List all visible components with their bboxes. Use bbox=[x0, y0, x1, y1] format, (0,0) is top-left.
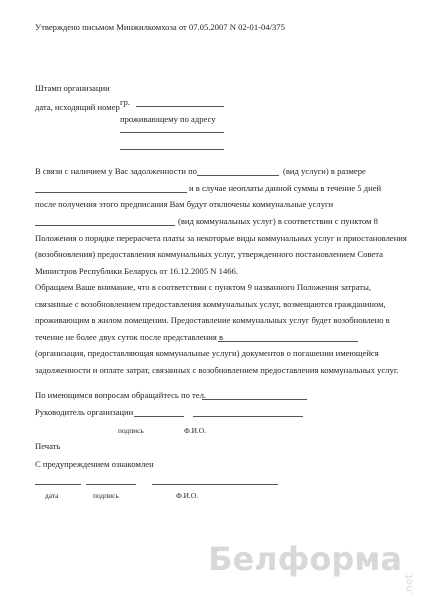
ack-fio-caption: Ф.И.О. bbox=[176, 491, 199, 500]
utility-blank bbox=[35, 225, 175, 226]
ack-name-blank bbox=[152, 484, 278, 485]
body-line-11: течение не более двух суток после представления в bbox=[35, 332, 224, 342]
body-line-1: В связи с наличием у Вас задолженности по bbox=[35, 166, 197, 176]
head-label: Руководитель организации bbox=[35, 407, 134, 417]
body-line-3: после получения этого предписания Вам будут отключены коммунальные услуги bbox=[35, 199, 334, 209]
body-line-4: (вид коммунальных услуг) в соответствии с пунктом 8 bbox=[178, 216, 378, 226]
ack-date-caption: дата bbox=[45, 491, 59, 500]
body-line-1-end: (вид услуги) в размере bbox=[283, 166, 366, 176]
citizen-label: гр. bbox=[120, 97, 130, 107]
citizen-name-line bbox=[136, 106, 224, 107]
body-line-6: (возобновления) предоставления коммунальных услуг, утвержденного постановлением Совета bbox=[35, 249, 383, 259]
body-line-9: связанные с возобновлением предоставления коммунальных услуг, возмещаются гражданином, bbox=[35, 299, 386, 309]
body-line-2: и в случае неоплаты данной суммы в течение 5 дней bbox=[189, 183, 382, 193]
ack-date-blank bbox=[35, 484, 81, 485]
body-line-13: задолженности и оплате затрат, связанных с возобновлением предоставления коммунальных услуг. bbox=[35, 365, 399, 375]
body-line-10: проживающим в жилом помещении. Предоставление коммунальных услуг будет возобновлено в bbox=[35, 315, 390, 325]
questions-label: По имеющимся вопросам обращайтесь по тел. bbox=[35, 390, 207, 400]
approval-header: Утверждено письмом Минжилкомхоза от 07.05.2007 N 02-01-04/375 bbox=[35, 22, 285, 32]
warned-label: С предупреждением ознакомлен bbox=[35, 459, 154, 469]
head-fio-caption: Ф.И.О. bbox=[184, 426, 207, 435]
organization-blank bbox=[218, 341, 358, 342]
body-line-8: Обращаем Ваше внимание, что в соответствии с пунктом 9 названного Положения затраты, bbox=[35, 282, 371, 292]
ack-sign-caption: подпись bbox=[93, 491, 119, 500]
body-line-7: Министров Республики Беларусь от 16.12.2005 N 1466. bbox=[35, 266, 238, 276]
residing-label: проживающему по адресу bbox=[120, 114, 216, 124]
seal-label: Печать bbox=[35, 441, 61, 451]
phone-blank bbox=[202, 399, 307, 400]
address-line-1 bbox=[120, 132, 224, 133]
head-sign-caption: подпись bbox=[118, 426, 144, 435]
watermark-logo: Белформа bbox=[208, 540, 402, 578]
address-line-2 bbox=[120, 149, 224, 150]
stamp-label: Штамп организации bbox=[35, 83, 110, 93]
ack-sign-blank bbox=[86, 484, 136, 485]
body-line-12: (организация, предоставляющая коммунальные услуги) документов о погашении имеющейся bbox=[35, 348, 379, 358]
watermark-suffix: .net bbox=[403, 574, 416, 596]
service-blank bbox=[197, 175, 279, 176]
head-name-blank bbox=[193, 416, 303, 417]
body-line-5: Положения о порядке перерасчета платы за некоторые виды коммунальных услуг и приостановления bbox=[35, 233, 407, 243]
head-sign-blank bbox=[134, 416, 184, 417]
amount-blank bbox=[35, 192, 187, 193]
date-number-label: дата, исходящий номер bbox=[35, 102, 120, 112]
